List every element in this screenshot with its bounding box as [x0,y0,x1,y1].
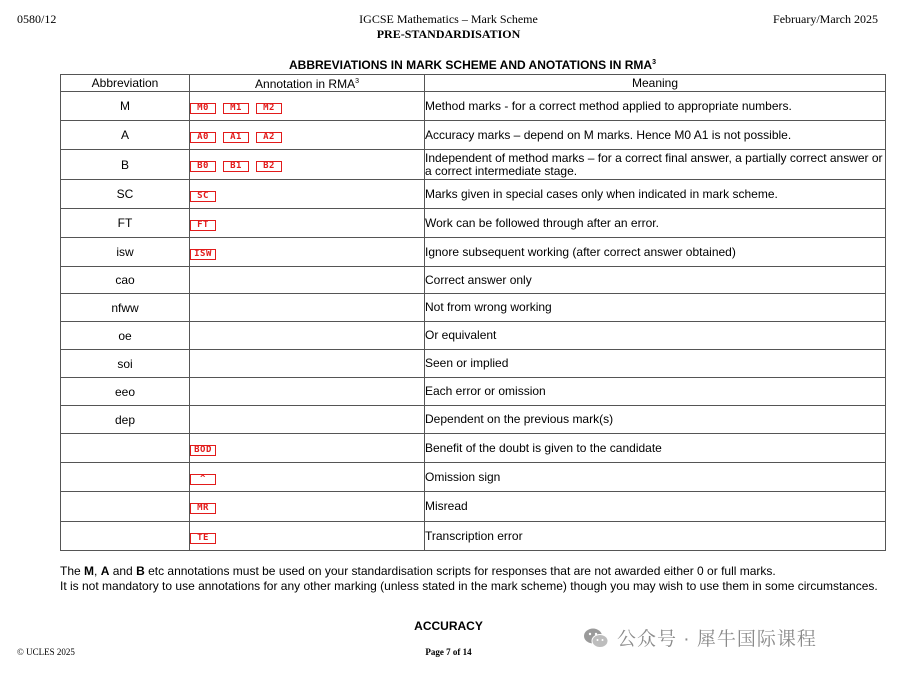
abbreviation-cell: soi [61,350,190,378]
table-header-row [61,75,886,92]
table-row [61,92,886,121]
document-title: IGCSE Mathematics – Mark Scheme [359,12,538,26]
abbreviation-cell: FT [61,209,190,238]
meaning-cell: Dependent on the previous mark(s) [425,406,886,434]
notes-bold-a: A [100,564,110,578]
annotation-stamp: M1 [223,103,249,114]
table-row [61,121,886,150]
table-title-text: ABBREVIATIONS IN MARK SCHEME AND ANOTATIONS IN RMA [288,58,653,72]
annotation-stamp: A0 [190,132,216,143]
exam-date: February/March 2025 [773,12,878,26]
annotation-stamp: A2 [256,132,282,143]
table-row [61,267,886,294]
copyright-footer: © UCLES 2025 [17,647,75,657]
meaning-cell: Independent of method marks – for a correct final answer, a partially correct answer or a correct intermediate stage. [425,150,886,180]
abbreviation-cell: isw [61,238,190,267]
annotation-stamp: SC [190,191,216,202]
table-row [61,350,886,378]
meaning-cell: Benefit of the doubt is given to the candidate [425,434,886,463]
annotation-cell [190,406,425,434]
notes-paragraph-1 [60,564,890,579]
table-row [61,463,886,492]
column-header-abbreviation: Abbreviation [61,75,190,92]
annotation-cell [190,378,425,406]
table-row [61,406,886,434]
abbreviations-table [60,74,886,551]
table-title [60,58,885,72]
table-row [61,492,886,522]
abbreviation-cell: cao [61,267,190,294]
annotation-stamp: M0 [190,103,216,114]
abbreviation-cell [61,434,190,463]
table-row [61,209,886,238]
meaning-cell: Ignore subsequent working (after correct answer obtained) [425,238,886,267]
annotation-cell [190,463,425,492]
annotation-stamp: BOD [190,445,216,456]
table-row [61,238,886,267]
annotation-cell [190,350,425,378]
annotation-cell [190,322,425,350]
annotation-stamp: B1 [223,161,249,172]
notes-bold-b: B [136,564,145,578]
meaning-cell: Accuracy marks – depend on M marks. Hence M0 A1 is not possible. [425,121,886,150]
abbreviation-cell [61,522,190,551]
annotation-cell [190,180,425,209]
table-row [61,434,886,463]
meaning-cell: Or equivalent [425,322,886,350]
document-subtitle: PRE-STANDARDISATION [376,27,521,41]
document-header [0,12,897,42]
table-row [61,378,886,406]
table-row [61,294,886,322]
meaning-cell: Omission sign [425,463,886,492]
annotation-cell [190,92,425,121]
annotation-stamp: A1 [223,132,249,143]
meaning-cell: Transcription error [425,522,886,551]
notes-text: The [60,564,85,578]
annotation-stamp: MR [190,503,216,514]
annotation-stamp: B2 [256,161,282,172]
annotation-cell [190,294,425,322]
table-body [61,92,886,551]
paper-code: 0580/12 [17,12,57,26]
table-row [61,522,886,551]
table-row [61,322,886,350]
abbreviation-cell: oe [61,322,190,350]
notes-bold-m: M [84,564,95,578]
meaning-cell: Not from wrong working [425,294,886,322]
annotation-notes [60,564,890,593]
notes-text: , [94,564,101,578]
abbreviation-cell: nfww [61,294,190,322]
annotation-stamp: M2 [256,103,282,114]
meaning-cell: Each error or omission [425,378,886,406]
abbreviation-cell: B [61,150,190,180]
annotation-cell [190,150,425,180]
accuracy-heading: ACCURACY [414,619,483,633]
meaning-cell: Marks given in special cases only when indicated in mark scheme. [425,180,886,209]
annotation-stamp: ISW [190,249,216,260]
notes-paragraph-2: It is not mandatory to use annotations for any other marking (unless stated in the mark scheme) though you may wish to use them in some circumstances. [60,578,878,593]
meaning-cell: Work can be followed through after an error. [425,209,886,238]
table-title-superscript: 3 [652,59,656,66]
meaning-cell: Misread [425,492,886,522]
annotation-stamp: ^ [190,474,216,485]
annotation-cell [190,434,425,463]
column-header-annotation-text: Annotation in RMA [255,77,356,91]
column-header-annotation-superscript: 3 [355,78,359,85]
annotation-stamp: TE [190,533,216,544]
annotation-cell [190,121,425,150]
wechat-logo-icon [583,627,609,649]
annotation-cell [190,209,425,238]
annotation-cell [190,238,425,267]
column-header-meaning: Meaning [425,75,886,92]
column-header-annotation [190,75,425,92]
annotation-stamp: B0 [190,161,216,172]
table-row [61,180,886,209]
abbreviation-cell: SC [61,180,190,209]
abbreviation-cell: eeo [61,378,190,406]
notes-text: and [109,564,137,578]
page-number: Page 7 of 14 [425,647,472,657]
table-row [61,150,886,180]
abbreviation-cell [61,492,190,522]
abbreviation-cell: M [61,92,190,121]
watermark-text: 公众号 · 犀牛国际课程 [617,629,817,650]
meaning-cell: Correct answer only [425,267,886,294]
notes-text: etc annotations must be used on your standardisation scripts for responses that are not awarded either 0 or full marks. [144,564,776,578]
abbreviation-cell: A [61,121,190,150]
meaning-cell: Seen or implied [425,350,886,378]
annotation-cell [190,522,425,551]
annotation-stamp: FT [190,220,216,231]
annotation-cell [190,492,425,522]
annotation-cell [190,267,425,294]
abbreviation-cell: dep [61,406,190,434]
abbreviation-cell [61,463,190,492]
meaning-cell: Method marks - for a correct method applied to appropriate numbers. [425,92,886,121]
watermark [583,624,817,651]
